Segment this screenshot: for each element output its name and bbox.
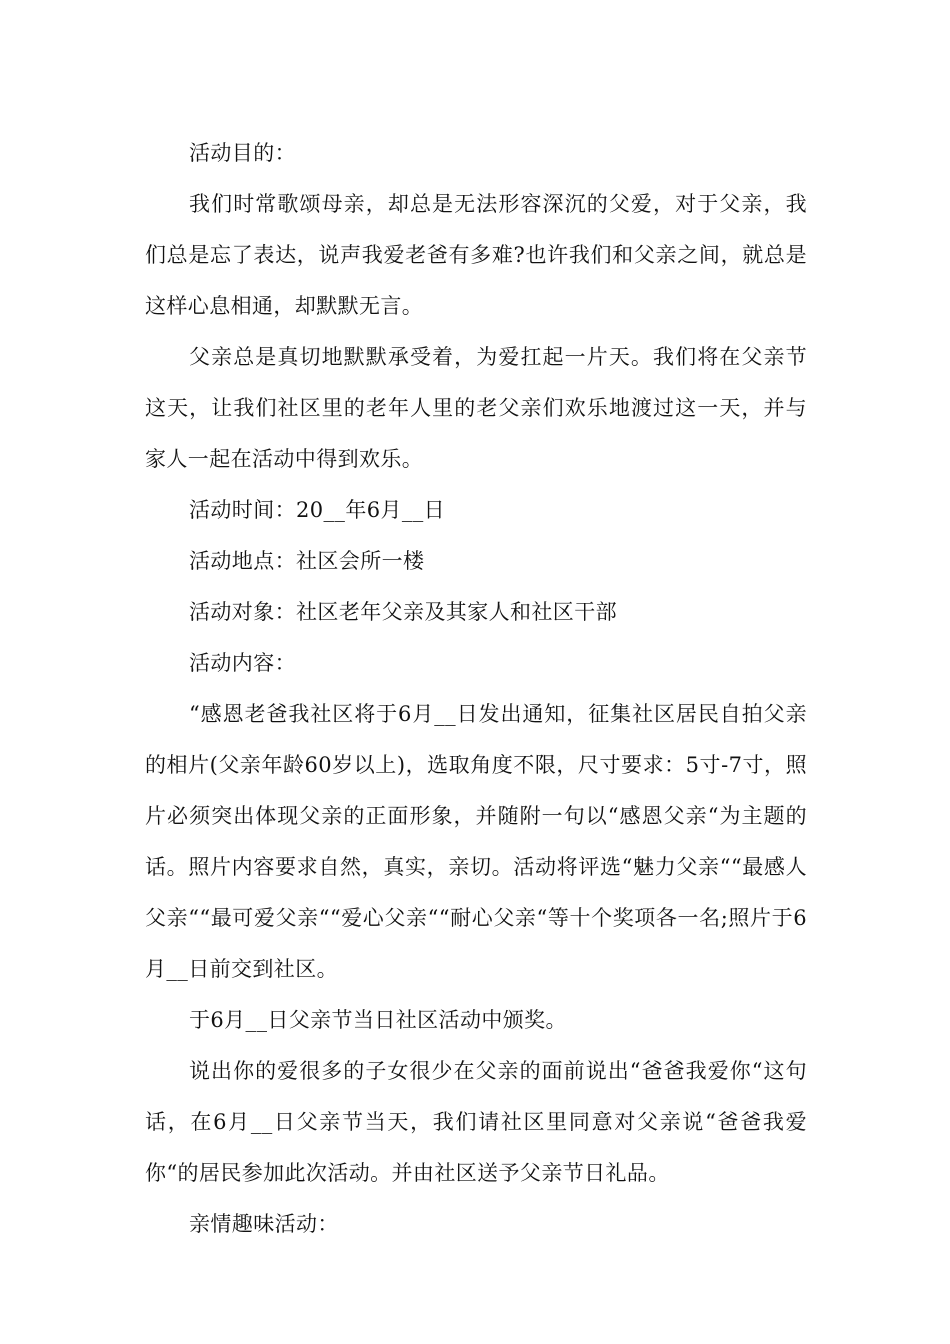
heading-activity-purpose: 活动目的： [189,141,296,165]
activity-audience: 活动对象：社区老年父亲及其家人和社区干部 [189,600,617,624]
paragraph-award: 于6月__日父亲节当日社区活动中颁奖。 [189,1008,567,1032]
paragraph-purpose-2: 父亲总是真切地默默承受着，为爱扛起一片天。我们将在父亲节这天，让我们社区里的老年人里的老父亲们欢乐地渡过这一天，并与家人一起在活动中得到欢乐。 [145,345,807,471]
activity-time: 活动时间：20__年6月__日 [189,498,446,522]
heading-activity-content: 活动内容： [189,651,296,675]
activity-location: 活动地点：社区会所一楼 [189,549,425,573]
paragraph-say-love: 说出你的爱很多的子女很少在父亲的面前说出“爸爸我爱你“这句话，在6月__日父亲节当天，我们请社区里同意对父亲说“爸爸我爱你“的居民参加此次活动。并由社区送予父亲节日礼品。 [145,1059,807,1185]
paragraph-purpose-1: 我们时常歌颂母亲，却总是无法形容深沉的父爱，对于父亲，我们总是忘了表达，说声我爱老爸有多难?也许我们和父亲之间，就总是这样心息相通，却默默无言。 [145,192,807,318]
paragraph-photo-contest: “感恩老爸我社区将于6月__日发出通知，征集社区居民自拍父亲的相片(父亲年龄60岁以上)，选取角度不限，尺寸要求：5寸-7寸，照片必须突出体现父亲的正面形象，并随附一句以“感恩父亲“为主题的话。照片内容要求自然，真实，亲切。活动将评选“魅力父亲““最感人父亲““最可爱父亲““爱心父亲““耐心父亲“等十个奖项各一名;照片于6月__日前交到社区。 [145,702,807,981]
heading-family-activities: 亲情趣味活动： [189,1212,339,1236]
document-body [145,128,807,1250]
